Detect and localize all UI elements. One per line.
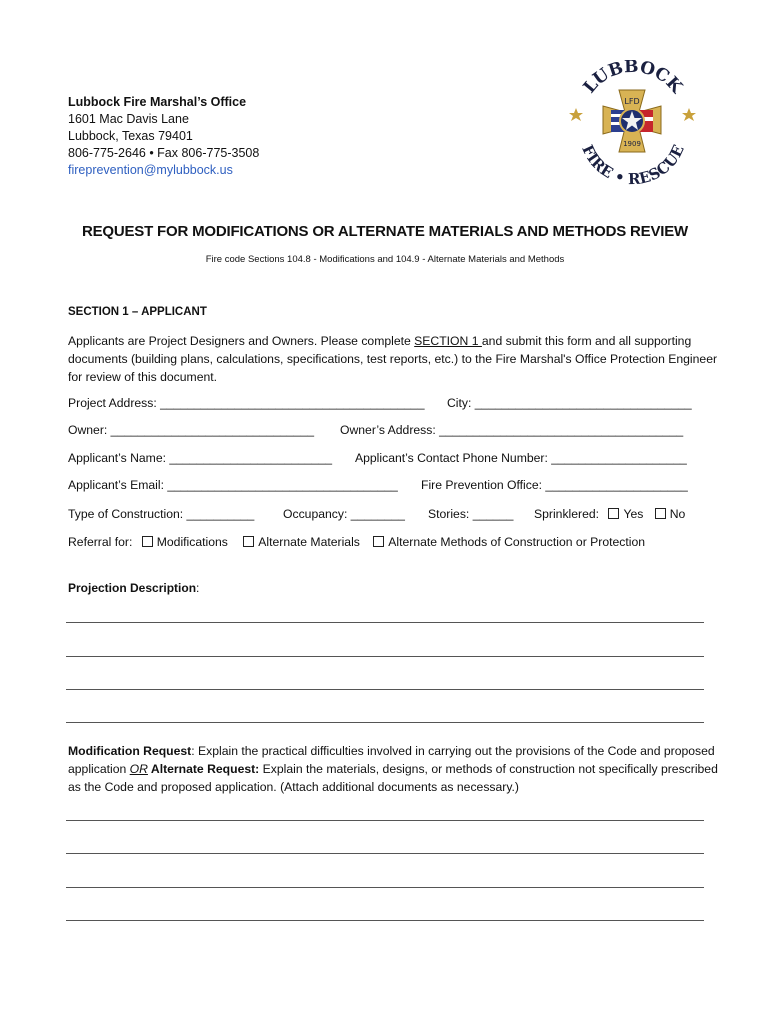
instructions-text-1: Applicants are Project Designers and Owners. Please complete: [68, 334, 415, 348]
projection-line-1[interactable]: [66, 622, 704, 623]
section-1-instructions: [68, 332, 718, 386]
sprinklered-label: Sprinklered:: [534, 507, 600, 521]
modification-request-label: Modification Request: [68, 744, 192, 758]
office-street: 1601 Mac Davis Lane: [68, 112, 189, 126]
applicants-email-field[interactable]: Applicant’s Email: __________________________________: [68, 478, 398, 492]
no-label: No: [669, 507, 686, 521]
alternate-materials-checkbox[interactable]: [243, 536, 254, 547]
form-subtitle: Fire code Sections 104.8 - Modifications and 104.9 - Alternate Materials and Methods: [205, 254, 565, 265]
no-checkbox[interactable]: [655, 508, 666, 519]
stories-field[interactable]: Stories: ______: [428, 507, 514, 521]
office-phone-fax: 806-775-2646 • Fax 806-775-3508: [68, 146, 260, 160]
projection-description-heading: [68, 581, 199, 595]
office-city-state: Lubbock, Texas 79401: [68, 129, 193, 143]
referral-alternate-methods-option[interactable]: [373, 535, 645, 549]
right-star-icon: [682, 108, 696, 121]
modification-text-2: Explain the materials, designs, or methods of construction not specifically prescribed as the Code and proposed application. (Attach additional documents as necessary.): [68, 762, 718, 794]
left-star-icon: [569, 108, 583, 121]
referral-modifications-option[interactable]: [142, 535, 228, 549]
referral-alternate-materials-option[interactable]: [243, 535, 360, 549]
or-emphasis: OR: [129, 762, 148, 776]
applicants-name-field[interactable]: Applicant’s Name: ________________________: [68, 451, 333, 465]
modifications-checkbox[interactable]: [142, 536, 153, 547]
owners-address-field[interactable]: Owner’s Address: ____________________________________: [340, 423, 684, 437]
logo-bottom-text: FIRE • RESCUE: [578, 142, 688, 189]
office-email-link[interactable]: fireprevention@mylubbock.us: [68, 163, 233, 177]
modifications-label: Modifications: [156, 535, 228, 549]
projection-colon: :: [196, 581, 200, 595]
yes-label: Yes: [623, 507, 644, 521]
alternate-request-label: Alternate Request:: [147, 762, 260, 776]
office-name: Lubbock Fire Marshal’s Office: [68, 95, 247, 109]
alternate-materials-label: Alternate Materials: [258, 535, 360, 549]
yes-checkbox[interactable]: [608, 508, 619, 519]
occupancy-field[interactable]: Occupancy: ________: [283, 507, 405, 521]
alternate-methods-label: Alternate Methods of Construction or Protection: [388, 535, 646, 549]
instructions-section-ref: SECTION 1: [414, 334, 482, 348]
modification-line-4[interactable]: [66, 920, 704, 921]
instructions-text-2: and submit this form and all supporting documents (building plans, calculations, specifications, test reports, etc.) to the Fire Marshal's Office Protection Engineer for review of this document.: [68, 334, 718, 384]
fire-prevention-office-field[interactable]: Fire Prevention Office: _____________________: [421, 478, 688, 492]
lubbock-fire-rescue-logo: [565, 60, 700, 195]
city-field[interactable]: City: ________________________________: [447, 396, 692, 410]
sprinklered-no-option[interactable]: [655, 507, 686, 521]
project-address-field[interactable]: Project Address: _______________________________________: [68, 396, 425, 410]
modification-line-2[interactable]: [66, 853, 704, 854]
referral-group: [68, 535, 645, 549]
referral-label: Referral for:: [68, 535, 133, 549]
projection-line-4[interactable]: [66, 722, 704, 723]
projection-line-2[interactable]: [66, 656, 704, 657]
office-contact-block: [68, 94, 259, 179]
logo-top-text: LUBBOCK: [579, 60, 687, 98]
sprinklered-group: [534, 507, 685, 521]
modification-line-1[interactable]: [66, 820, 704, 821]
projection-line-3[interactable]: [66, 689, 704, 690]
modification-line-3[interactable]: [66, 887, 704, 888]
modification-request-instructions: [68, 742, 718, 796]
owner-field[interactable]: Owner: ______________________________: [68, 423, 315, 437]
logo-year-text: 1909: [623, 140, 641, 148]
projection-description-label: Projection Description: [68, 581, 197, 595]
applicants-phone-field[interactable]: Applicant’s Contact Phone Number: ____________________: [355, 451, 687, 465]
logo-lfd-text: LFD: [624, 97, 640, 106]
alternate-methods-checkbox[interactable]: [373, 536, 384, 547]
sprinklered-yes-option[interactable]: [608, 507, 643, 521]
form-title: REQUEST FOR MODIFICATIONS OR ALTERNATE MATERIALS AND METHODS REVIEW: [81, 223, 689, 240]
type-of-construction-field[interactable]: Type of Construction: __________: [68, 507, 255, 521]
section-1-heading: SECTION 1 – APPLICANT: [68, 306, 207, 318]
modification-text-1: : Explain the practical difficulties involved in carrying out the provisions of the Code and proposed application: [68, 744, 715, 776]
